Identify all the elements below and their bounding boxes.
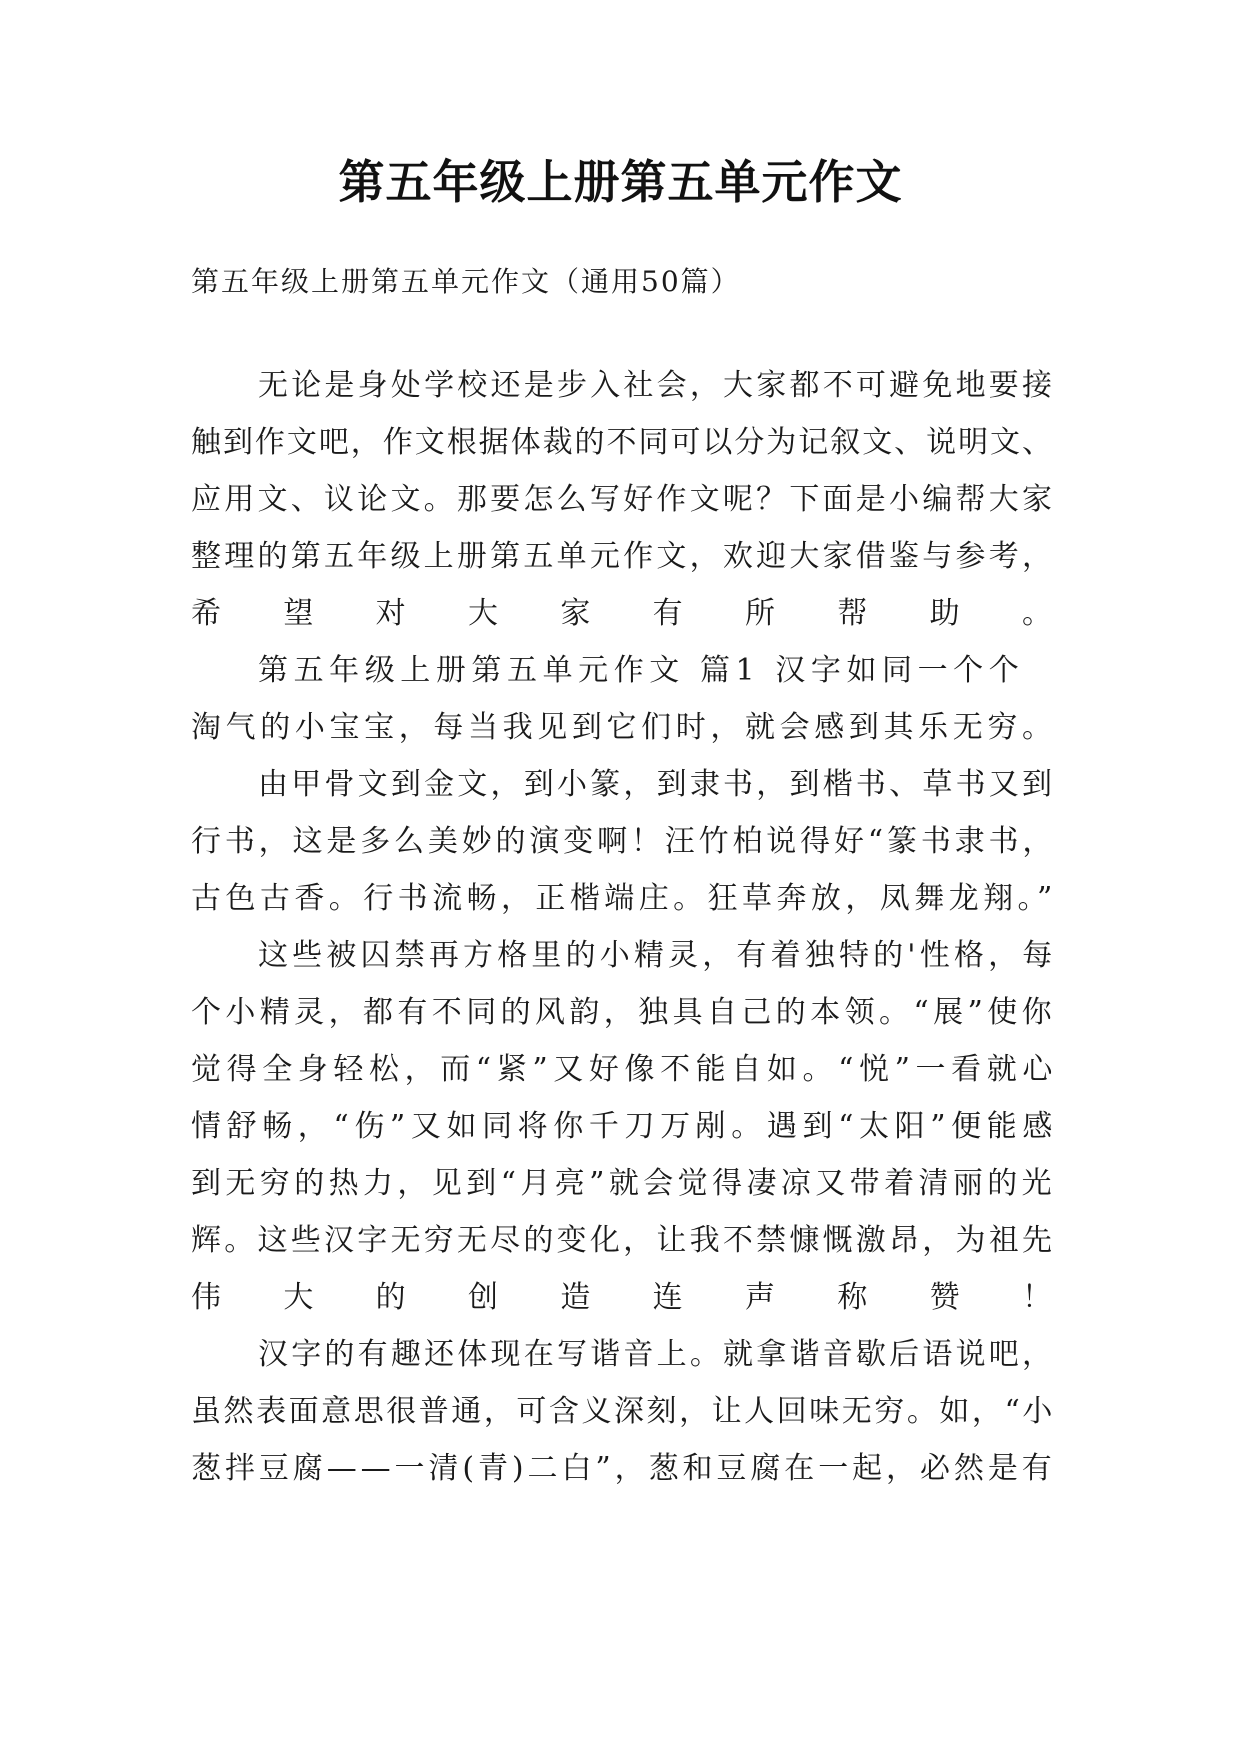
body-line-14: 情舒畅，“伤”又如同将你千刀万剐。遇到“太阳”便能感 bbox=[191, 1109, 1058, 1144]
body-line-8: 由甲骨文到金文，到小篆，到隶书，到楷书、草书又到 bbox=[258, 767, 1056, 802]
body-line-9: 行书，这是多么美妙的演变啊！汪竹柏说得好“篆书隶书， bbox=[191, 824, 1057, 859]
body-line-2: 触到作文吧，作文根据体裁的不同可以分为记叙文、说明文、 bbox=[191, 425, 1054, 460]
body-line-17: 伟大的创造连声称赞！ bbox=[191, 1280, 1115, 1315]
body-line-4: 整理的第五年级上册第五单元作文，欢迎大家借鉴与参考， bbox=[191, 539, 1056, 574]
body-line-18: 汉字的有趣还体现在写谐音上。就拿谐音歇后语说吧， bbox=[258, 1337, 1056, 1372]
document-title: 第五年级上册第五单元作文 bbox=[338, 155, 903, 209]
body-line-10: 古色古香。行书流畅，正楷端庄。狂草奔放，凤舞龙翔。” bbox=[191, 881, 1057, 916]
body-line-7: 淘气的小宝宝，每当我见到它们时，就会感到其乐无穷。 bbox=[191, 710, 1057, 745]
body-line-11: 这些被囚禁再方格里的小精灵，有着独特的'性格，每 bbox=[258, 938, 1057, 973]
body-line-1: 无论是身处学校还是步入社会，大家都不可避免地要接 bbox=[258, 368, 1056, 403]
document-subtitle: 第五年级上册第五单元作文（通用50篇） bbox=[191, 265, 741, 298]
body-line-13: 觉得全身轻松，而“紧”又好像不能自如。“悦”一看就心 bbox=[191, 1052, 1058, 1087]
body-line-16: 辉。这些汉字无穷无尽的变化，让我不禁慷慨激昂，为祖先 bbox=[191, 1223, 1056, 1258]
body-line-12: 个小精灵，都有不同的风韵，独具自己的本领。“展”使你 bbox=[191, 995, 1057, 1030]
body-line-15: 到无穷的热力，见到“月亮”就会觉得凄凉又带着清丽的光 bbox=[191, 1166, 1057, 1201]
body-line-6: 第五年级上册第五单元作文 篇1 汉字如同一个个 bbox=[258, 653, 1025, 688]
body-line-20: 葱拌豆腐——一清(青)二白”，葱和豆腐在一起，必然是有 bbox=[191, 1451, 1056, 1486]
body-line-3: 应用文、议论文。那要怎么写好作文呢？下面是小编帮大家 bbox=[191, 482, 1056, 517]
body-line-5: 希望对大家有所帮助。 bbox=[191, 596, 1115, 631]
body-line-19: 虽然表面意思很普通，可含义深刻，让人回味无穷。如，“小 bbox=[191, 1394, 1055, 1429]
